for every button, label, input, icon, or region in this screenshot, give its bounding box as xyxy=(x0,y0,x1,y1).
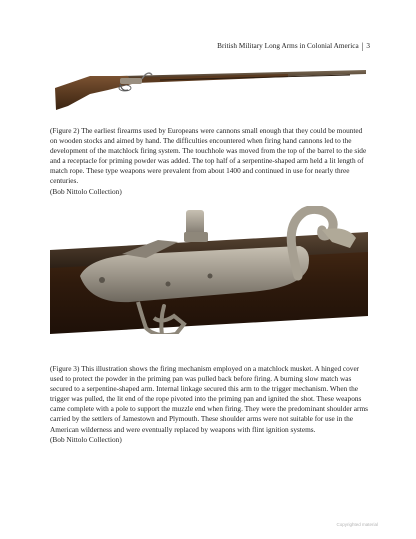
figure-3-caption-text: (Figure 3) This illustration shows the firing mechanism employed on a matchlock musket. A hinged cover used to protect the powder in the priming pan was pulled back before firing. A burning slow match was secured to a serpentine-shaped arm. Internal linkage secured this arm to the trigger mechanism. When the trigger was pulled, the lit end of the rope pivoted into the priming pan and ignited the shot. These weapons came complete with a pole to support the muzzle end when firing. They were the predominant shoulder arms carried by the settlers of Jamestown and Plymouth. These shoulder arms were not suitable for use in the American wilderness and were eventually replaced by weapons with flint ignition systems. xyxy=(50,364,368,434)
figure-2-caption-text: (Figure 2) The earliest firearms used by Europeans were cannons small enough that they could be mounted on wooden stocks and aimed by hand. The difficulties encountered when firing hand cannons led to the development of the matchlock firing system. The touchhole was moved from the top of the barrel to the side and a receptacle for priming powder was added. The top half of a serpentine-shaped arm held a lit length of match rope. These type weapons were prevalent from about 1400 and continued in use for nearly three centuries. xyxy=(50,126,367,186)
copyright-watermark: Copyrighted material xyxy=(336,522,378,527)
running-header xyxy=(217,41,370,51)
lock-screw-2 xyxy=(166,282,171,287)
figure-2-credit: (Bob Nittolo Collection) xyxy=(50,186,122,196)
running-title: British Military Long Arms in Colonial America xyxy=(217,42,359,50)
lock-screw-3 xyxy=(208,274,213,279)
figure-3-margin xyxy=(50,334,368,356)
priming-pan xyxy=(184,232,208,242)
figure-2-caption xyxy=(50,126,370,197)
figure-3-credit: (Bob Nittolo Collection) xyxy=(50,434,122,444)
musket-lock-plate xyxy=(120,78,142,84)
figure-3-matchlock-image xyxy=(50,206,368,356)
figure-3-caption xyxy=(50,364,370,445)
page-number: 3 xyxy=(366,42,370,50)
figure-2-musket-image xyxy=(50,60,368,124)
lock-screw-1 xyxy=(99,277,105,283)
header-separator: | xyxy=(361,41,364,51)
